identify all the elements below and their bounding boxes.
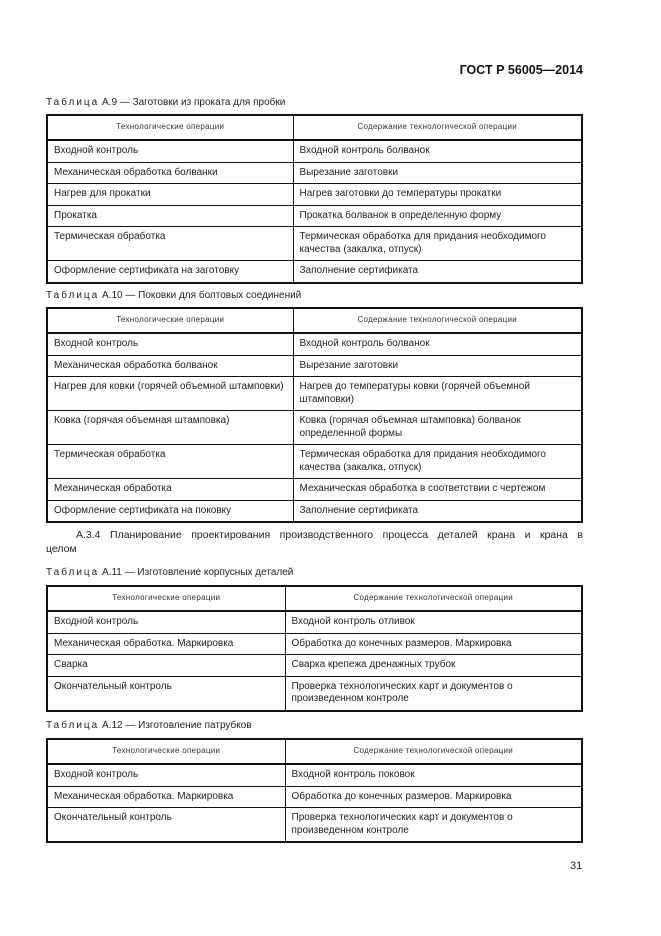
table-row bbox=[47, 764, 582, 786]
table-row bbox=[47, 479, 582, 501]
table-row bbox=[47, 377, 582, 411]
table-header-row bbox=[47, 739, 582, 764]
table-a9 bbox=[46, 114, 583, 284]
table-row bbox=[47, 445, 582, 479]
table-cell: Входной контроль bbox=[47, 611, 285, 633]
table-cell: Входной контроль bbox=[47, 333, 293, 355]
column-header: Технологические операции bbox=[47, 586, 285, 611]
table-cell: Термическая обработка для придания необходимого качества (закалка, отпуск) bbox=[293, 227, 582, 261]
column-header: Содержание технологической операции bbox=[285, 586, 582, 611]
table-cell: Нагрев для ковки (горячей объемной штамповки) bbox=[47, 377, 293, 411]
table-a11 bbox=[46, 585, 583, 712]
table-row bbox=[47, 162, 582, 184]
table-row bbox=[47, 355, 582, 377]
table-cell: Проверка технологических карт и документов о произведенном контроле bbox=[285, 808, 582, 843]
table-cell: Входной контроль отливок bbox=[285, 611, 582, 633]
table-cell: Заполнение сертификата bbox=[293, 500, 582, 522]
document-standard-id: ГОСТ Р 56005—2014 bbox=[459, 63, 583, 77]
page-number: 31 bbox=[570, 860, 583, 872]
table-caption-a11: Таблица А.11 — Изготовление корпусных деталей bbox=[46, 567, 294, 578]
table-row bbox=[47, 261, 582, 283]
column-header: Содержание технологической операции bbox=[293, 308, 582, 333]
table-header-row bbox=[47, 308, 582, 333]
table-cell: Входной контроль болванок bbox=[293, 140, 582, 162]
table-cell: Ковка (горячая объемная штамповка) bbox=[47, 411, 293, 445]
table-cell: Механическая обработка. Маркировка bbox=[47, 786, 285, 808]
section-heading-a-3-4: А.3.4 Планирование проектирования производственного процесса деталей крана и крана в целом bbox=[46, 529, 583, 555]
table-caption-a9: Таблица А.9 — Заготовки из проката для пробки bbox=[46, 97, 286, 108]
table-row bbox=[47, 808, 582, 843]
table-cell: Сварка bbox=[47, 655, 285, 677]
table-header-row bbox=[47, 586, 582, 611]
table-cell: Вырезание заготовки bbox=[293, 355, 582, 377]
table-cell: Входной контроль bbox=[47, 764, 285, 786]
table-cell: Оформление сертификата на поковку bbox=[47, 500, 293, 522]
column-header: Технологические операции bbox=[47, 308, 293, 333]
table-cell: Обработка до конечных размеров. Маркировка bbox=[285, 786, 582, 808]
table-cell: Обработка до конечных размеров. Маркировка bbox=[285, 633, 582, 655]
table-cell: Проверка технологических карт и документов о произведенном контроле bbox=[285, 676, 582, 711]
table-cell: Термическая обработка bbox=[47, 445, 293, 479]
table-caption-a12: Таблица А.12 — Изготовление патрубков bbox=[46, 720, 252, 731]
column-header: Технологические операции bbox=[47, 739, 285, 764]
table-cell: Входной контроль поковок bbox=[285, 764, 582, 786]
table-cell: Термическая обработка для придания необходимого качества (закалка, отпуск) bbox=[293, 445, 582, 479]
table-row bbox=[47, 205, 582, 227]
table-a10 bbox=[46, 307, 583, 523]
table-cell: Прокатка bbox=[47, 205, 293, 227]
table-cell: Заполнение сертификата bbox=[293, 261, 582, 283]
table-row bbox=[47, 333, 582, 355]
table-cell: Вырезание заготовки bbox=[293, 162, 582, 184]
table-a12 bbox=[46, 738, 583, 843]
table-row bbox=[47, 786, 582, 808]
table-row bbox=[47, 676, 582, 711]
table-cell: Окончательный контроль bbox=[47, 808, 285, 843]
table-cell: Механическая обработка в соответствии с чертежом bbox=[293, 479, 582, 501]
column-header: Содержание технологической операции bbox=[293, 115, 582, 140]
table-cell: Механическая обработка болванок bbox=[47, 355, 293, 377]
table-row bbox=[47, 500, 582, 522]
table-cell: Механическая обработка bbox=[47, 479, 293, 501]
table-cell: Нагрев заготовки до температуры прокатки bbox=[293, 184, 582, 206]
table-row bbox=[47, 140, 582, 162]
table-row bbox=[47, 611, 582, 633]
table-cell: Термическая обработка bbox=[47, 227, 293, 261]
table-row bbox=[47, 227, 582, 261]
table-header-row bbox=[47, 115, 582, 140]
table-cell: Входной контроль bbox=[47, 140, 293, 162]
table-row bbox=[47, 655, 582, 677]
table-row bbox=[47, 411, 582, 445]
table-cell: Механическая обработка болванки bbox=[47, 162, 293, 184]
table-row bbox=[47, 184, 582, 206]
column-header: Технологические операции bbox=[47, 115, 293, 140]
table-caption-a10: Таблица А.10 — Поковки для болтовых соединений bbox=[46, 290, 302, 301]
table-cell: Сварка крепежа дренажных трубок bbox=[285, 655, 582, 677]
table-cell: Ковка (горячая объемная штамповка) болванок определенной формы bbox=[293, 411, 582, 445]
table-cell: Входной контроль болванок bbox=[293, 333, 582, 355]
column-header: Содержание технологической операции bbox=[285, 739, 582, 764]
table-row bbox=[47, 633, 582, 655]
table-cell: Нагрев для прокатки bbox=[47, 184, 293, 206]
table-cell: Окончательный контроль bbox=[47, 676, 285, 711]
table-cell: Механическая обработка. Маркировка bbox=[47, 633, 285, 655]
table-cell: Нагрев до температуры ковки (горячей объемной штамповки) bbox=[293, 377, 582, 411]
table-cell: Прокатка болванок в определенную форму bbox=[293, 205, 582, 227]
table-cell: Оформление сертификата на заготовку bbox=[47, 261, 293, 283]
